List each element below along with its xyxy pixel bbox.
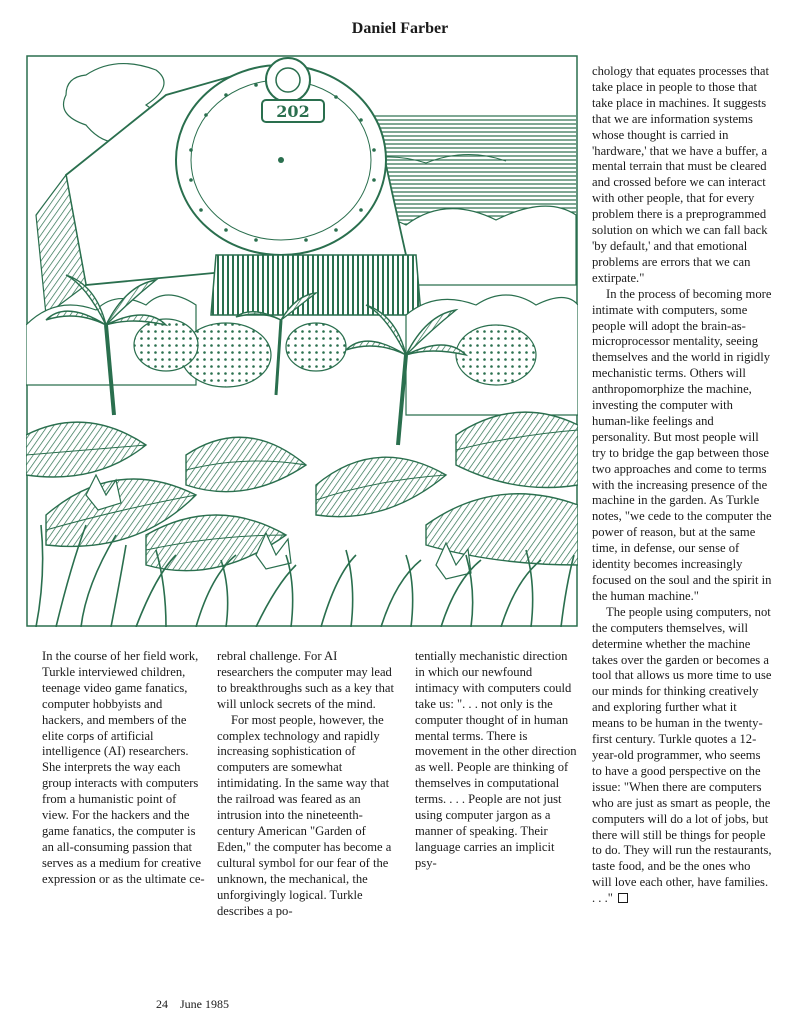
paragraph-final [592, 605, 772, 907]
illustration-drawing [26, 55, 578, 627]
column-3 [415, 649, 578, 872]
paragraph: In the course of her field work, Turkle interviewed children, teenage video game fanatics, computer hobbyists and hackers, and members of the elite corps of artificial intelligence (AI) researchers. She interprets the way each group interacts with computers from a humanistic point of view. For the hackers and the game fanatics, the computer is an all-consuming passion that serves as a medium for creative expression or as the ultimate ce- [42, 649, 205, 886]
paragraph: For most people, however, the complex technology and rapidly increasing sophistication of computers are somewhat intimidating. In the same way that the railroad was feared as an intrusion into the nineteenth-century American "Garden of Eden," the computer has become a cultural symbol for our fear of the unknown, the mechanical, the unforgivingly logical. Turkle describes a po- [217, 712, 392, 918]
column-1 [42, 649, 205, 888]
issue-date: June 1985 [180, 997, 229, 1011]
column-4 [592, 64, 772, 907]
paragraph: chology that equates processes that take place in people to those that take place in machines. It suggests that we are information systems whose thought is carried in 'hardware,' that we have a buffer, a mental terrain that must be cleared and crossed before we can interact with other people, that for every problem there is a preprogrammed solution on which we can fall back 'by default,' and that emotional problems are errors that we can extirpate." [592, 64, 769, 285]
paragraph-final-text: The people using computers, not the computers themselves, will determine whether the machine takes over the garden or becomes a tool that allows us more time to use our minds for thinking creatively and exploring further what it means to be human in the twenty-first century. Turkle quotes a 12-year-old programmer, who seems to have a good perspective on the issue: "When there are computers who are just as smart as people, the computers will do a lot of jobs, but there will still be things for people to do. They will run the restaurants, taste food, and be the ones who will love each other, have families. . . ." [592, 604, 772, 906]
paragraph: rebral challenge. For AI researchers the computer may lead to breakthroughs such as a key that will unlock secrets of the mind. [217, 649, 394, 711]
page-number: 24 [156, 997, 168, 1011]
locomotive-number: 202 [276, 102, 310, 121]
column-2 [217, 649, 397, 919]
paragraph: tentially mechanistic direction in which our newfound intimacy with computers could take us: ". . . not only is the computer thought of in human mental terms. There is movement in the other direction as well. People are thinking of themselves in computational terms. . . . People are not just using computer jargon as a manner of speaking. Their language carries an implicit psy- [415, 649, 577, 870]
folio [156, 997, 241, 1012]
train-in-garden-illustration [26, 55, 578, 627]
byline: Daniel Farber [351, 20, 449, 37]
paragraph: In the process of becoming more intimate with computers, some people will adopt the brain-as-microprocessor mentality, seeing themselves and the world in rigidly mechanistic terms. Others will anthropomorphize the machine, investing the computer with human-like feelings and personality. But most people will try to bridge the gap between those two approaches and come to terms with the increasing presence of the machine in the garden. As Turkle notes, "we cede to the computer the power of reason, but at the same time, in defense, our sense of identity becomes increasingly focused on the soul and the spirit in the human machine." [592, 286, 772, 603]
end-mark-icon [618, 893, 628, 903]
